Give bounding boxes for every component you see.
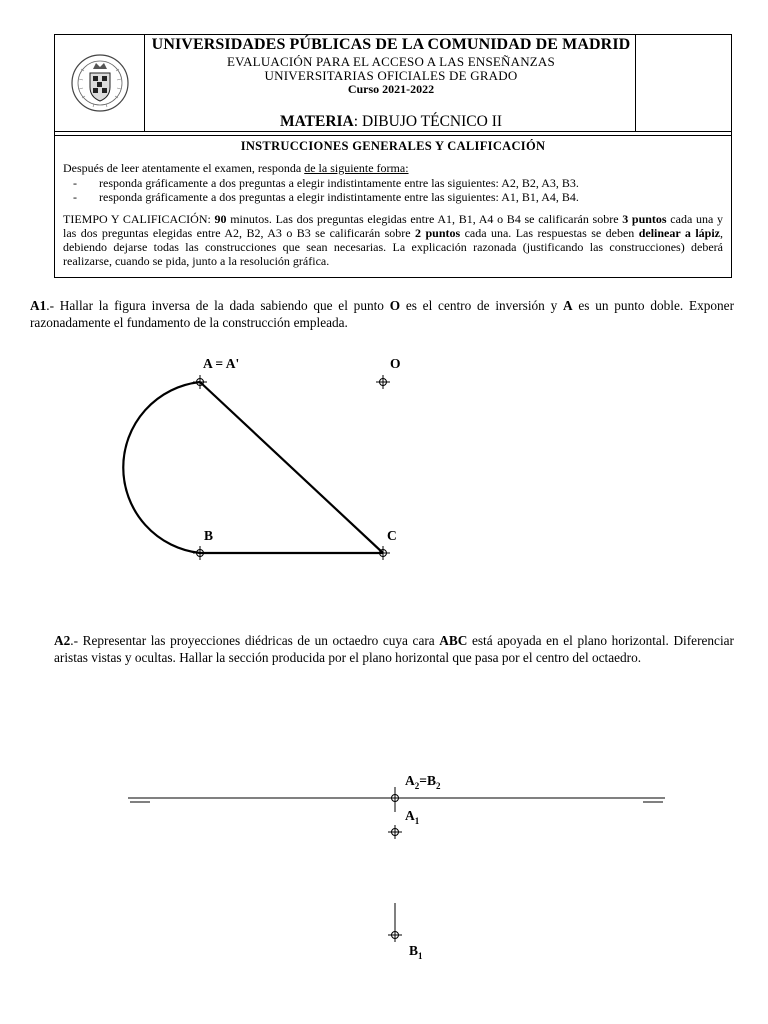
label-a1: $A_1$ — [405, 808, 420, 826]
question-a1: A1.- Hallar la figura inversa de la dada sabiendo que el punto O es el centro de inversión y A es un punto doble. Exponer razonadamente el fundamento de la construcción empleada. — [30, 298, 734, 330]
point-a2-b2-marker — [388, 791, 402, 805]
label-a: A = A' — [203, 356, 240, 371]
label-b1: $B_1$ — [409, 943, 423, 961]
segment-ac — [200, 382, 383, 553]
a1-figure — [123, 356, 400, 560]
point-o-marker — [376, 375, 390, 389]
evaluation-line-2: UNIVERSITARIAS OFICIALES DE GRADO — [264, 68, 518, 83]
subject-label: MATERIA — [279, 113, 354, 130]
subject-value: : DIBUJO TÉCNICO II — [353, 113, 503, 130]
label-o: O — [390, 356, 401, 371]
label-b: B — [204, 528, 214, 543]
arc-ab — [123, 382, 200, 553]
point-a1-marker — [388, 825, 402, 839]
question-a1-id: A1 — [30, 298, 47, 313]
instruction-option: - responda gráficamente a dos preguntas a elegir indistintamente entre las siguientes: A1, B1, A4, B4. — [73, 190, 579, 204]
question-a2: A2.- Representar las proyecciones diédricas de un octaedro cuya cara ABC está apoyada en el plano horizontal. Diferenciar aristas vistas y ocultas. Hallar la sección producida por el plano horizontal que pasa por el centro del octaedro. — [54, 633, 734, 665]
point-b-marker — [193, 546, 207, 560]
point-b1-marker — [388, 928, 402, 942]
instructions-intro: Después de leer atentamente el examen, responda de la siguiente forma: — [63, 161, 409, 175]
label-a2-b2: $A_2=B_2$ — [405, 773, 441, 791]
timing-and-grading: TIEMPO Y CALIFICACIÓN: 90 minutos. Las dos preguntas elegidas entre A1, B1, A4 o B4 se calificarán sobre 3 puntos cada una y las dos preguntas elegidas entre A2, B2, A3 o B3 se calificarán sobre 2 puntos cada una. Las respuestas se deben delinear a lápiz, debiendo dejarse todas las construcciones que sean necesarias. La explicación razonada (justificando las construcciones) deberá realizarse, cuando se pida, junto a la resolución gráfica. — [63, 211, 723, 269]
instructions-title: INSTRUCCIONES GENERALES Y CALIFICACIÓN — [240, 139, 546, 153]
label-c: C — [387, 528, 397, 543]
university-title: UNIVERSIDADES PÚBLICAS DE LA COMUNIDAD DE MADRID — [151, 36, 631, 53]
instruction-option: - responda gráficamente a dos preguntas a elegir indistintamente entre las siguientes: A2, B2, A3, B3. — [73, 175, 579, 190]
a2-figure — [128, 773, 665, 961]
question-a2-id: A2 — [54, 633, 71, 648]
course-year: Curso 2021-2022 — [347, 82, 435, 96]
evaluation-line-1: EVALUACIÓN PARA EL ACCESO A LAS ENSEÑANZAS — [227, 54, 555, 69]
